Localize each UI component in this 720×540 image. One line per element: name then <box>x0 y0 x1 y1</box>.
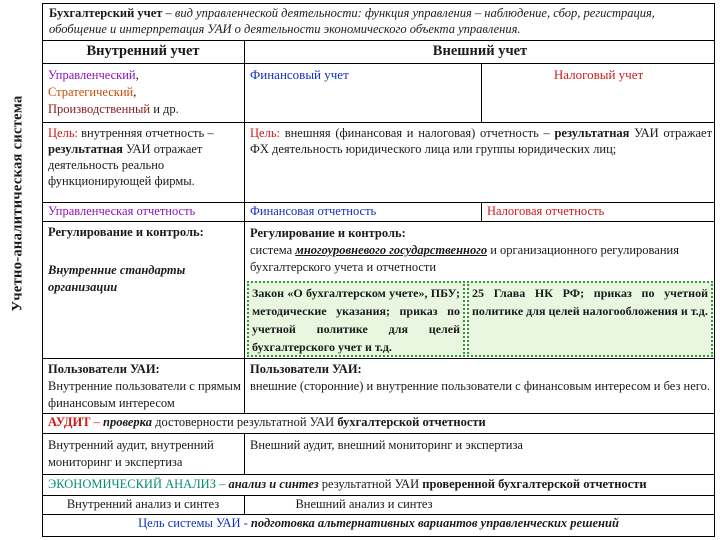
rule <box>42 474 715 475</box>
analysis-bold: проверенной бухгалтерской отчетности <box>422 477 647 491</box>
type-managerial: Управленческий <box>48 68 136 82</box>
external-goal-bold: результатная <box>554 126 630 140</box>
internal-goal <box>48 125 240 189</box>
accounting-definition <box>49 5 711 37</box>
internal-audit: Внутренний аудит, внутренний мониторинг и экспертиза <box>48 438 214 469</box>
internal-regulation-title: Регулирование и контроль: <box>48 225 204 239</box>
economic-analysis-definition <box>48 477 712 493</box>
type-production: Производственный <box>48 102 151 116</box>
external-regulation-lead: система <box>250 243 293 257</box>
external-goal <box>250 125 712 157</box>
rule <box>42 413 715 414</box>
internal-goal-label: Цель: <box>48 126 78 140</box>
system-goal <box>42 516 715 532</box>
financial-accounting-title: Финансовый учет <box>250 67 349 82</box>
audit-dash: – <box>90 415 103 429</box>
vertical-side-title-box <box>3 3 33 403</box>
internal-users <box>48 361 242 412</box>
vertical-side-title: Учетно-аналитическая система <box>9 94 26 312</box>
tax-code-box: 25 Глава НК РФ; приказ по учетной политике для целей налогообложения и т.д. <box>467 281 713 357</box>
managerial-reporting: Управленческая отчетность <box>48 204 196 218</box>
internal-goal-text-2: УАИ отражает деятельность реально функционирующей фирмы. <box>48 142 203 188</box>
internal-users-text: Внутренние пользователи с прямым финансовым интересом <box>48 379 241 410</box>
internal-goal-bold: результатная <box>48 142 123 156</box>
external-analysis: Внешний анализ и синтез <box>295 497 433 511</box>
rule <box>42 495 715 496</box>
audit-text: достоверности результатной УАИ <box>155 415 335 429</box>
external-regulation-title: Регулирование и контроль: <box>250 226 406 240</box>
external-goal-text-1: внешняя (финансовая и налоговая) отчетность – <box>284 126 550 140</box>
tax-reporting: Налоговая отчетность <box>487 204 605 218</box>
accounting-law-box: Закон «О бухгалтерском учете», ПБУ; методические указания; приказ по учетной политике для целей бухгалтерского учет и т.д. <box>247 281 465 357</box>
external-audit: Внешний аудит, внешний мониторинг и экспертиза <box>250 438 523 452</box>
rule <box>42 122 715 123</box>
external-regulation-emph: многоуровневого государственного <box>295 243 488 257</box>
external-goal-label: Цель: <box>250 126 280 140</box>
external-users-title: Пользователи УАИ: <box>250 362 362 376</box>
external-users-text: внешние (сторонние) и внутренние пользователи с финансовым интересом и без него. <box>250 379 710 393</box>
type-strategic: Стратегический <box>48 85 134 99</box>
external-goal-text-2: УАИ отражает ФХ деятельность юридического лица или группы юридических лиц; <box>250 126 713 156</box>
column-divider <box>481 202 482 221</box>
internal-accounting-types: Управленческий, Стратегический, Производственный и др. <box>48 68 179 116</box>
system-goal-text: подготовка альтернативных вариантов управленческих решений <box>250 516 619 530</box>
internal-analysis: Внутренний анализ и синтез <box>66 497 220 511</box>
rule <box>42 358 715 359</box>
external-users <box>250 361 712 395</box>
internal-accounting-header: Внутренний учет <box>86 43 200 59</box>
analysis-text: результатной УАИ <box>321 477 420 491</box>
types-tail: и др. <box>153 102 179 116</box>
rule <box>42 221 715 222</box>
column-divider <box>244 433 245 474</box>
definition-dash: – <box>162 6 175 20</box>
rule <box>42 40 715 41</box>
audit-term: АУДИТ <box>48 415 91 429</box>
external-regulation <box>250 225 712 276</box>
audit-emph: проверка <box>103 415 152 429</box>
rule <box>42 433 715 434</box>
analysis-term: ЭКОНОМИЧЕСКИЙ АНАЛИЗ <box>48 477 216 491</box>
rule <box>42 202 715 203</box>
tax-accounting-title: Налоговый учет <box>553 67 644 82</box>
internal-users-title: Пользователи УАИ: <box>48 362 160 376</box>
internal-standards: Внутренние стандарты организации <box>48 263 186 294</box>
audit-definition <box>48 415 712 431</box>
rule <box>42 514 715 515</box>
analysis-emph: анализ и синтез <box>228 477 319 491</box>
rule <box>42 63 715 64</box>
column-divider <box>244 40 245 413</box>
internal-goal-text-1: внутренняя отчетность – <box>81 126 214 140</box>
system-goal-label: Цель системы УАИ - <box>138 516 248 530</box>
definition-term: Бухгалтерский учет <box>49 6 163 20</box>
external-regulation-tail: и организационного регулирования бухгалтерского учета и отчетности <box>250 243 679 274</box>
audit-bold: бухгалтерской отчетности <box>337 415 486 429</box>
financial-reporting: Финансовая отчетность <box>250 204 377 218</box>
external-accounting-header: Внешний учет <box>432 43 528 59</box>
analysis-dash: – <box>215 477 229 491</box>
definition-text: вид управленческой деятельности: функция управления – наблюдение, сбор, регистрация, обобщение и интерпретация УАИ о деятельности экономического объекта управления. <box>49 6 655 36</box>
